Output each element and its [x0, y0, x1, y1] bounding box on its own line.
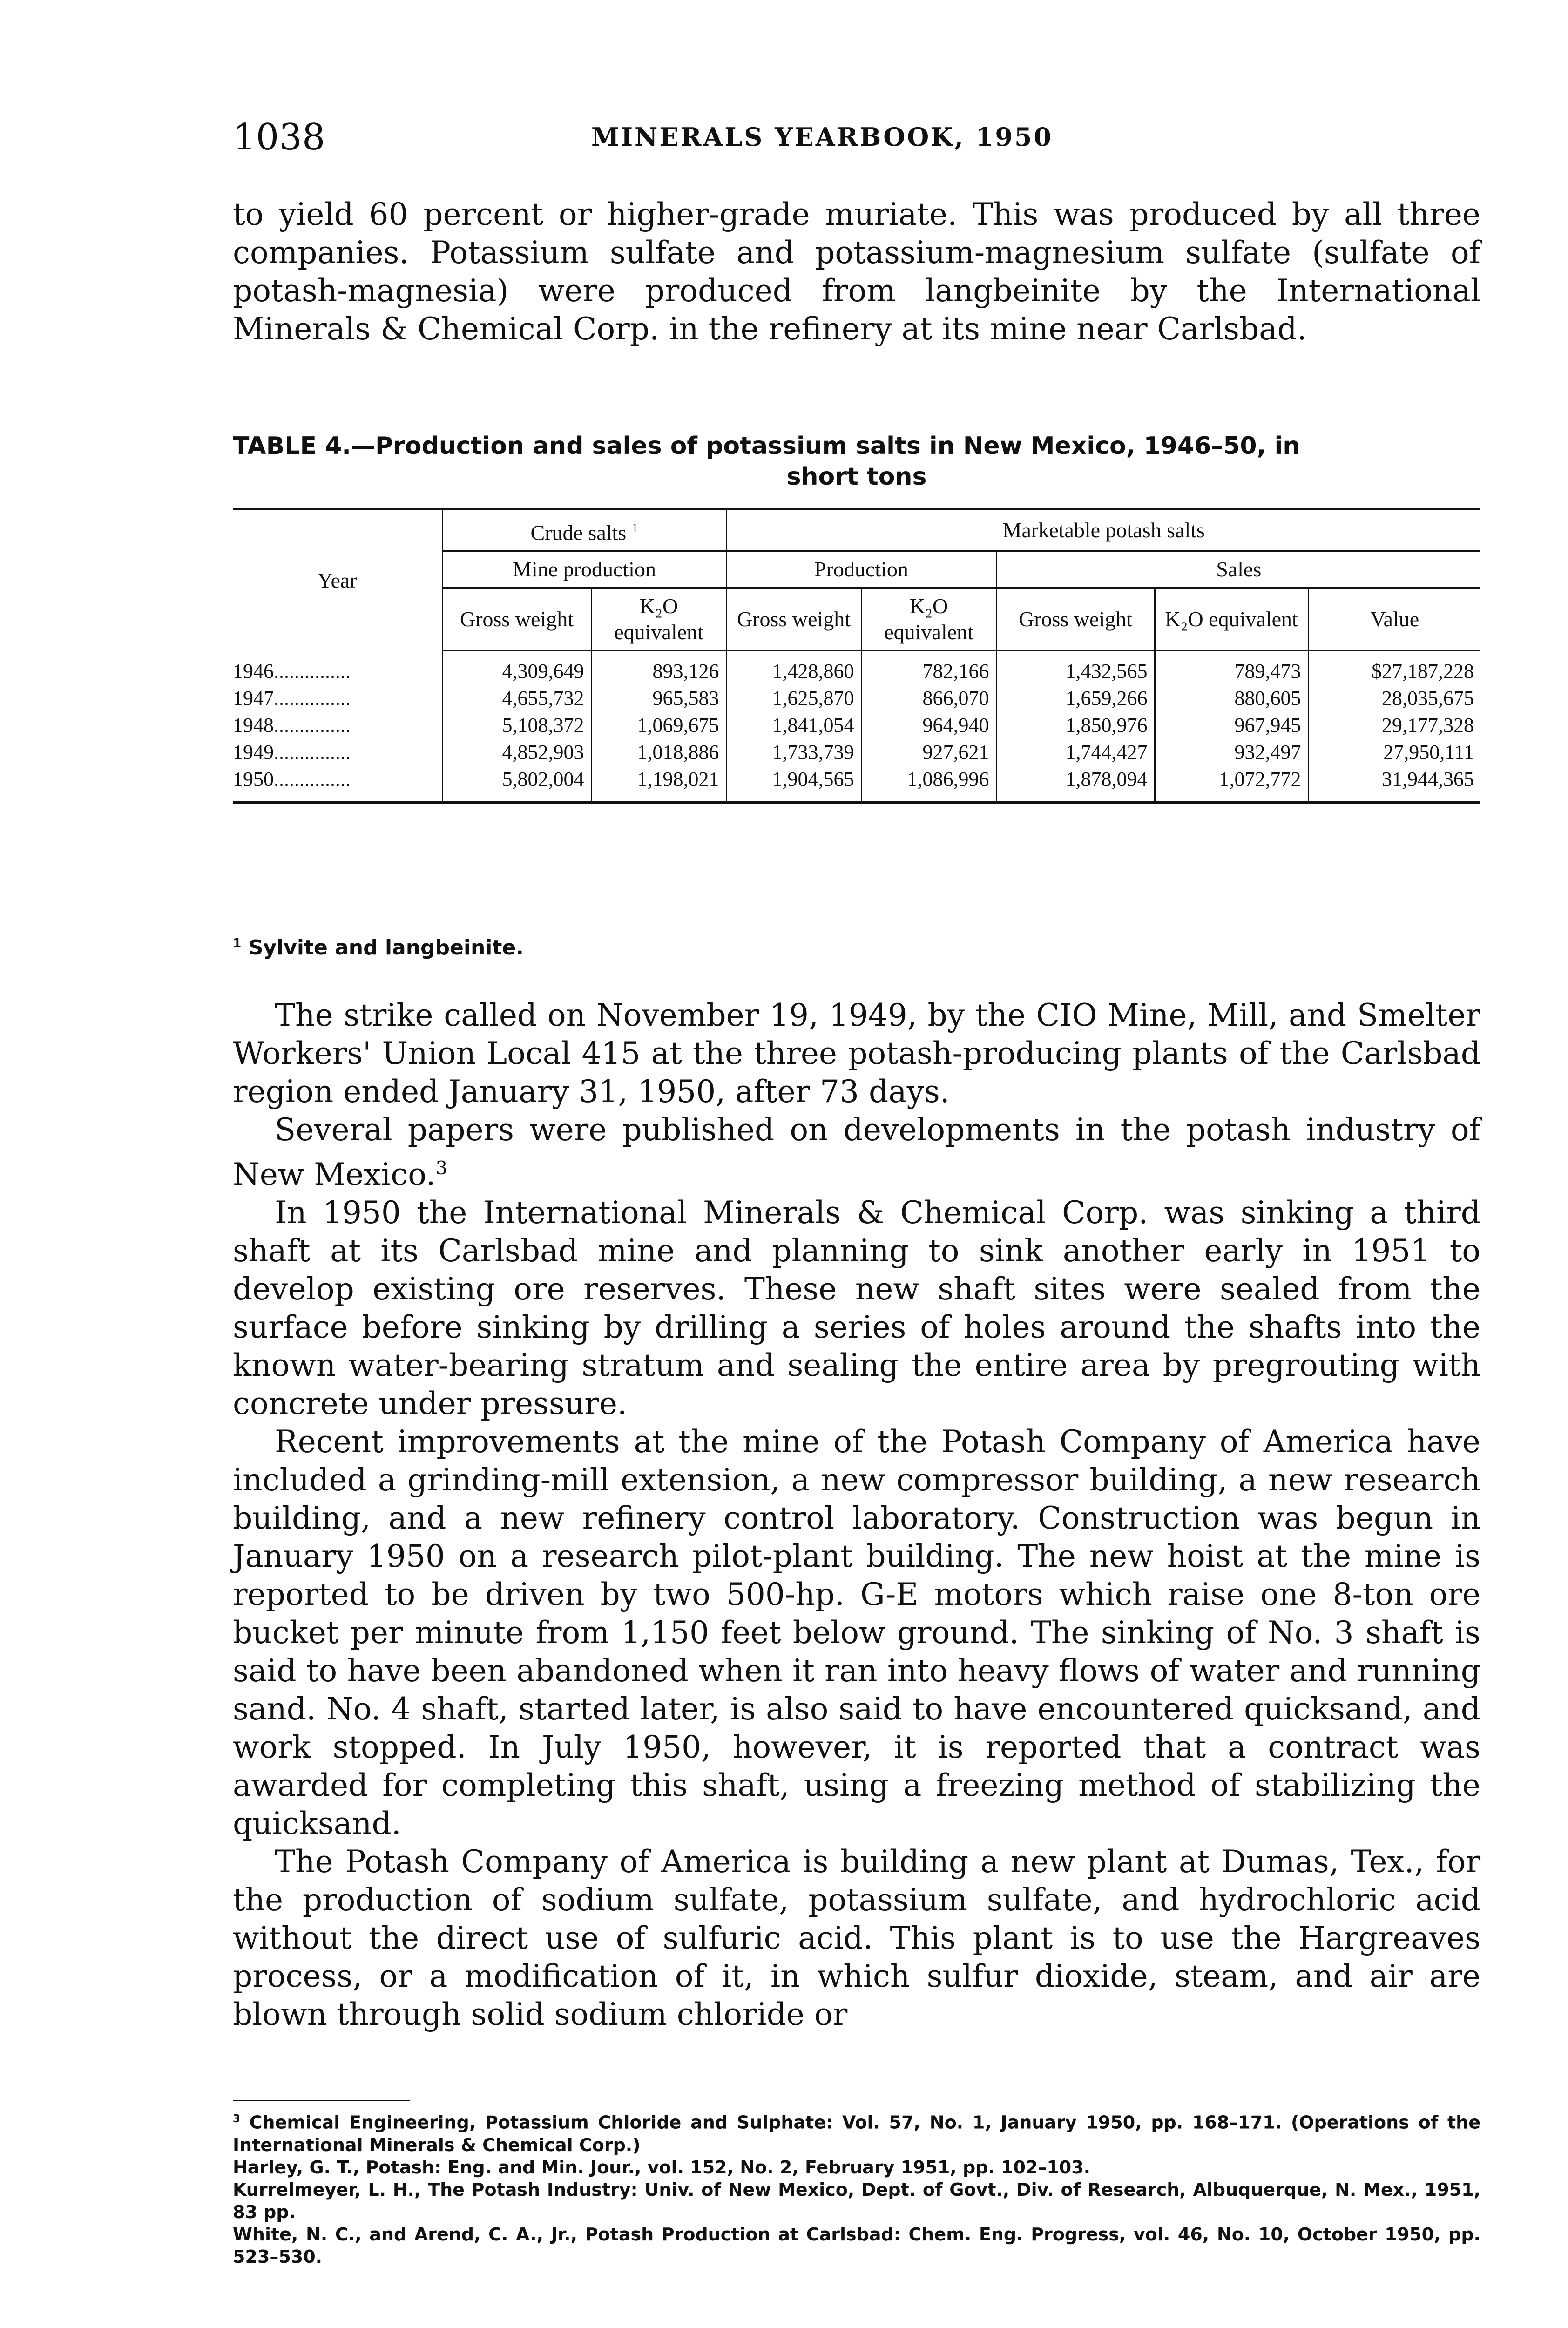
cell-mine-gross: 4,852,903: [442, 739, 591, 766]
table-row: [233, 685, 1480, 712]
table-caption-line2: short tons: [786, 463, 927, 491]
cell-value: 27,950,111: [1308, 739, 1480, 766]
col-header-mine-k2o: K₂O equivalent: [591, 588, 726, 651]
intro-paragraph: to yield 60 percent or higher-grade muriate. This was produced by all three companies. Potassium sulfate and potassium-magnesium sulfate (sulfate of potash-magnesia) were produced from langbeinite by the International Minerals & Chemical Corp. in the refinery at its mine near Carlsbad.: [233, 196, 1480, 347]
footnote: Kurrelmeyer, L. H., The Potash Industry: Univ. of New Mexico, Dept. of Govt., Div. of Research, Albuquerque, N. Mex., 1951, 83 pp.: [233, 2179, 1480, 2222]
col-header-prod-k2o: K₂O equivalent: [861, 588, 996, 651]
page-number: 1038: [233, 116, 325, 158]
col-header-mine-gross: Gross weight: [442, 588, 591, 651]
table-caption-line1: TABLE 4.—Production and sales of potassium salts in New Mexico, 1946–50, in: [233, 432, 1300, 460]
table-row: [233, 651, 1480, 685]
cell-prod-k2o: 1,086,996: [861, 766, 996, 803]
footnote-ref: 1: [233, 936, 242, 951]
paragraph: In 1950 the International Minerals & Chemical Corp. was sinking a third shaft at its Carlsbad mine and planning to sink another early in 1951 to develop existing ore reserves. These new shaft sites were sealed from the surface before sinking by drilling a series of holes around the shafts into the known water-bearing stratum and sealing the entire area by pregrouting with concrete under pressure.: [233, 1195, 1480, 1421]
cell-sales-k2o: 1,072,772: [1155, 766, 1308, 803]
cell-prod-gross: 1,733,739: [726, 739, 861, 766]
table-row: [233, 739, 1480, 766]
col-header-marketable: Marketable potash salts: [726, 509, 1480, 551]
cell-value: 31,944,365: [1308, 766, 1480, 803]
footnote-ref: 1: [631, 521, 638, 535]
intro-text: [233, 196, 1480, 348]
cell-prod-k2o: 782,166: [861, 651, 996, 685]
cell-mine-k2o: 893,126: [591, 651, 726, 685]
cell-value: $27,187,228: [1308, 651, 1480, 685]
cell-prod-k2o: 927,621: [861, 739, 996, 766]
table-row: [233, 766, 1480, 803]
cell-sales-gross: 1,878,094: [996, 766, 1155, 803]
col-header-sales-k2o: K₂O equivalent: [1155, 588, 1308, 651]
cell-sales-gross: 1,659,266: [996, 685, 1155, 712]
col-header-value: Value: [1308, 588, 1480, 651]
running-head: MINERALS YEARBOOK, 1950: [591, 122, 1054, 152]
col-header-mine-production: Mine production: [442, 551, 726, 588]
data-table: [233, 508, 1480, 804]
cell-sales-k2o: 880,605: [1155, 685, 1308, 712]
cell-mine-gross: 4,309,649: [442, 651, 591, 685]
footnote: White, N. C., and Arend, C. A., Jr., Potash Production at Carlsbad: Chem. Eng. Progress, vol. 46, No. 10, October 1950, pp. 523–530.: [233, 2224, 1480, 2267]
cell-sales-k2o: 967,945: [1155, 712, 1308, 739]
col-header-sales: Sales: [996, 551, 1480, 588]
footnote: $^3$ Chemical Engineering, Potassium Chloride and Sulphate: Vol. 57, No. 1, January 1950, pp. 168–171. (Operations of the International Minerals & Chemical Corp.): [233, 2112, 1480, 2155]
cell-sales-k2o: 789,473: [1155, 651, 1308, 685]
cell-prod-k2o: 866,070: [861, 685, 996, 712]
cell-prod-gross: 1,904,565: [726, 766, 861, 803]
page-header: [233, 116, 1480, 163]
cell-prod-gross: 1,841,054: [726, 712, 861, 739]
cell-sales-gross: 1,850,976: [996, 712, 1155, 739]
cell-year: 1948...............: [233, 714, 351, 737]
cell-mine-k2o: 1,018,886: [591, 739, 726, 766]
cell-year: 1947...............: [233, 687, 351, 710]
paragraph: The strike called on November 19, 1949, by the CIO Mine, Mill, and Smelter Workers' Union Local 415 at the three potash-producing plants of the Carlsbad region ended January 31, 1950, after 73 days.: [233, 997, 1480, 1110]
col-header-prod-gross: Gross weight: [726, 588, 861, 651]
cell-mine-gross: 5,802,004: [442, 766, 591, 803]
cell-mine-k2o: 1,069,675: [591, 712, 726, 739]
footnote-ref: 3: [435, 1157, 447, 1179]
cell-mine-k2o: 1,198,021: [591, 766, 726, 803]
table-row: [233, 712, 1480, 739]
main-text: [233, 996, 1480, 2034]
table-caption: [233, 431, 1480, 492]
footnote-divider: [233, 2100, 410, 2101]
table-footnote: [233, 936, 524, 960]
cell-mine-gross: 5,108,372: [442, 712, 591, 739]
col-header-sales-gross: Gross weight: [996, 588, 1155, 651]
col-header-crude-salts: Crude salts $^1$: [442, 509, 726, 551]
cell-prod-gross: 1,428,860: [726, 651, 861, 685]
footnote-ref: 3: [233, 2113, 240, 2125]
cell-prod-gross: 1,625,870: [726, 685, 861, 712]
cell-sales-gross: 1,744,427: [996, 739, 1155, 766]
cell-sales-gross: 1,432,565: [996, 651, 1155, 685]
potassium-salts-table: [233, 508, 1480, 804]
table-footnote-text: Sylvite and langbeinite.: [248, 936, 524, 960]
paragraph: Several papers were published on developments in the potash industry of New Mexico.$^3$: [233, 1112, 1480, 1192]
cell-value: 29,177,328: [1308, 712, 1480, 739]
cell-sales-k2o: 932,497: [1155, 739, 1308, 766]
paragraph: Recent improvements at the mine of the Potash Company of America have included a grinding-mill extension, a new compressor building, a new research building, and a new refinery control laboratory. Construction was begun in January 1950 on a research pilot-plant building. The new hoist at the mine is reported to be driven by two 500-hp. G-E motors which raise one 8-ton ore bucket per minute from 1,150 feet below ground. The sinking of No. 3 shaft is said to have been abandoned when it ran into heavy flows of water and running sand. No. 4 shaft, started later, is also said to have encountered quicksand, and work stopped. In July 1950, however, it is reported that a contract was awarded for completing this shaft, using a freezing method of stabilizing the quicksand.: [233, 1424, 1480, 1841]
col-header-year: Year: [233, 509, 442, 651]
footnote: Harley, G. T., Potash: Eng. and Min. Jour., vol. 152, No. 2, February 1951, pp. 102–103.: [233, 2157, 1091, 2178]
cell-year: 1949...............: [233, 741, 351, 764]
cell-mine-k2o: 965,583: [591, 685, 726, 712]
paragraph: The Potash Company of America is building a new plant at Dumas, Tex., for the production of sodium sulfate, potassium sulfate, and hydrochloric acid without the direct use of sulfuric acid. This plant is to use the Hargreaves process, or a modification of it, in which sulfur dioxide, steam, and air are blown through solid sodium chloride or: [233, 1844, 1480, 2032]
cell-prod-k2o: 964,940: [861, 712, 996, 739]
footnotes: [233, 2100, 1480, 2268]
cell-value: 28,035,675: [1308, 685, 1480, 712]
cell-year: 1946...............: [233, 659, 351, 683]
col-header-production: Production: [726, 551, 996, 588]
cell-mine-gross: 4,655,732: [442, 685, 591, 712]
cell-year: 1950...............: [233, 766, 442, 803]
